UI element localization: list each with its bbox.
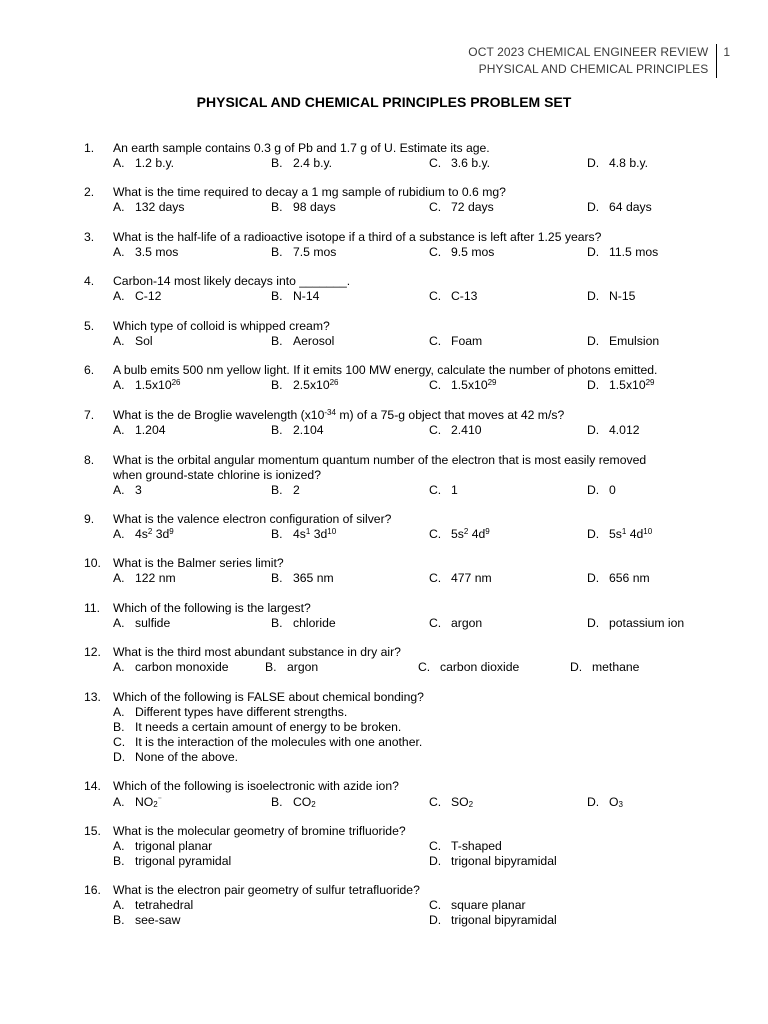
option-a: [113, 245, 178, 260]
option-a: [113, 705, 347, 720]
option-letter: C.: [429, 289, 442, 303]
option-d: [587, 483, 616, 498]
option-letter: D.: [587, 616, 600, 630]
option-letter: C.: [429, 245, 442, 259]
option-d: [587, 423, 640, 438]
option-letter: B.: [271, 616, 283, 630]
option-a: [113, 156, 174, 171]
stem-line-1: What is the orbital angular momentum quantum number of the electron that is most easily removed: [113, 453, 647, 467]
option-b: [271, 289, 319, 304]
option-text: O: [609, 795, 619, 809]
option-letter: C.: [429, 200, 442, 214]
option-letter: C.: [429, 334, 442, 348]
option-text: 4.012: [609, 423, 640, 437]
option-d: [587, 200, 652, 215]
option-c: [429, 200, 494, 215]
option-letter: A.: [113, 156, 125, 170]
question-stem: Which of the following is the largest?: [113, 601, 311, 615]
option-c: [429, 898, 526, 913]
running-header: [468, 44, 730, 78]
option-text: carbon dioxide: [440, 660, 520, 674]
option-exponent: 2: [463, 527, 469, 536]
page-title: PHYSICAL AND CHEMICAL PRINCIPLES PROBLEM SET: [196, 94, 572, 110]
question-number: 10.: [84, 556, 101, 570]
question-stem: What is the molecular geometry of bromine trifluoride?: [113, 824, 406, 838]
option-text: 0: [609, 483, 616, 497]
question-number: 12.: [84, 645, 101, 659]
option-text: potassium ion: [609, 616, 685, 630]
option-b: [271, 245, 336, 260]
option-text: 477 nm: [451, 571, 492, 585]
option-text: 7.5 mos: [293, 245, 337, 259]
option-text: square planar: [451, 898, 526, 912]
option-a: [113, 616, 170, 631]
option-c: [429, 483, 458, 498]
option-exponent: 9: [169, 527, 174, 536]
stem-exponent: -34: [324, 408, 336, 417]
option-text: 4s: [135, 527, 148, 541]
option-letter: A.: [113, 483, 125, 497]
question-stem: An earth sample contains 0.3 g of Pb and 1.7 g of U. Estimate its age.: [113, 141, 490, 155]
option-letter: B.: [113, 854, 125, 868]
question-number: 13.: [84, 690, 101, 704]
option-letter: B.: [265, 660, 277, 674]
option-a: [113, 571, 176, 586]
option-a: [113, 795, 162, 810]
option-b: [113, 913, 180, 928]
option-text: 1: [451, 483, 458, 497]
option-letter: D.: [570, 660, 583, 674]
option-text: Emulsion: [609, 334, 660, 348]
option-text: carbon monoxide: [135, 660, 229, 674]
option-exponent: 29: [645, 378, 655, 387]
option-text: 122 nm: [135, 571, 176, 585]
option-c: [429, 795, 473, 810]
option-letter: D.: [587, 795, 600, 809]
option-letter: B.: [271, 289, 283, 303]
option-b: [271, 571, 334, 586]
option-a: [113, 660, 229, 675]
option-a: [113, 423, 166, 438]
option-d: [587, 571, 650, 586]
option-letter: D.: [587, 378, 600, 392]
option-text: C-13: [451, 289, 478, 303]
option-text: Sol: [135, 334, 153, 348]
option-text: 2.4 b.y.: [293, 156, 333, 170]
option-text: 3.6 b.y.: [451, 156, 491, 170]
option-exponent: 29: [487, 378, 497, 387]
option-text: C-12: [135, 289, 162, 303]
option-text: 9.5 mos: [451, 245, 495, 259]
option-letter: A.: [113, 245, 125, 259]
option-letter: C.: [429, 795, 442, 809]
stem-part: m) of a 75-g object that moves at 42 m/s?: [335, 408, 565, 422]
question-number: 4.: [84, 274, 95, 288]
option-text: 1.204: [135, 423, 166, 437]
option-letter: C.: [429, 616, 442, 630]
option-letter: A.: [113, 289, 125, 303]
option-letter: D.: [587, 156, 600, 170]
option-text: 98 days: [293, 200, 336, 214]
option-d: [587, 378, 655, 393]
option-a: [113, 898, 193, 913]
option-d: [587, 289, 635, 304]
option-d: [587, 527, 652, 542]
option-letter: D.: [587, 245, 600, 259]
option-text: tetrahedral: [135, 898, 194, 912]
option-letter: A.: [113, 200, 125, 214]
question-number: 9.: [84, 512, 95, 526]
option-letter: B.: [271, 483, 283, 497]
option-letter: C.: [429, 483, 442, 497]
question-stem: A bulb emits 500 nm yellow light. If it emits 100 MW energy, calculate the number of photons emitted.: [113, 363, 658, 377]
option-text: 5s: [451, 527, 464, 541]
option-d: [587, 616, 684, 631]
option-text: 2.410: [451, 423, 482, 437]
option-text: 4s: [293, 527, 306, 541]
stem-line-2: when ground-state chlorine is ionized?: [113, 468, 321, 482]
question-stem: What is the half-life of a radioactive isotope if a third of a substance is left after 1.25 years?: [113, 230, 602, 244]
question-stem: [113, 408, 703, 423]
option-letter: C.: [429, 839, 442, 853]
option-text: 4d: [468, 527, 486, 541]
option-b: [271, 334, 334, 349]
option-letter: B.: [271, 334, 283, 348]
option-d: [587, 795, 623, 810]
option-text: T-shaped: [451, 839, 502, 853]
question-stem: Carbon-14 most likely decays into _______.: [113, 274, 351, 288]
option-text: It is the interaction of the molecules with one another.: [135, 735, 423, 749]
option-letter: A.: [113, 705, 125, 719]
page-number: 1: [723, 45, 730, 59]
option-text: NO: [135, 795, 154, 809]
option-c: [429, 616, 482, 631]
option-c: [429, 334, 482, 349]
option-a: [113, 200, 184, 215]
option-text: CO: [293, 795, 312, 809]
option-letter: A.: [113, 378, 125, 392]
option-letter: C.: [429, 898, 442, 912]
question-number: 7.: [84, 408, 95, 422]
option-text: trigonal pyramidal: [135, 854, 232, 868]
option-letter: C.: [429, 571, 442, 585]
option-letter: A.: [113, 571, 125, 585]
option-a: [113, 839, 212, 854]
option-text: 1.5x10: [451, 378, 488, 392]
option-b: [271, 795, 316, 810]
option-text: 11.5 mos: [609, 245, 659, 259]
option-text: trigonal bipyramidal: [451, 913, 557, 927]
option-text: 1.5x10: [609, 378, 646, 392]
option-b: [271, 156, 332, 171]
option-letter: D.: [429, 913, 442, 927]
option-text: argon: [451, 616, 483, 630]
option-letter: C.: [429, 423, 442, 437]
option-text: 132 days: [135, 200, 185, 214]
option-c: [113, 735, 422, 750]
option-text: 3d: [310, 527, 328, 541]
option-c: [429, 839, 502, 854]
option-letter: A.: [113, 616, 125, 630]
option-exponent: 1: [305, 527, 311, 536]
option-text: It needs a certain amount of energy to be broken.: [135, 720, 402, 734]
option-d: [587, 245, 658, 260]
question-number: 5.: [84, 319, 95, 333]
option-text: 5s: [609, 527, 622, 541]
option-letter: D.: [587, 200, 600, 214]
option-d: [429, 913, 557, 928]
option-text: sulfide: [135, 616, 171, 630]
option-text: N-14: [293, 289, 320, 303]
option-letter: B.: [271, 378, 283, 392]
question-stem: Which type of colloid is whipped cream?: [113, 319, 330, 333]
option-letter: C.: [429, 156, 442, 170]
question-number: 1.: [84, 141, 95, 155]
option-subscript: 2: [153, 800, 158, 809]
option-b: [271, 616, 336, 631]
option-b: [271, 423, 324, 438]
question-number: 15.: [84, 824, 101, 838]
option-d: [113, 750, 238, 765]
option-text: 365 nm: [293, 571, 334, 585]
option-text: SO: [451, 795, 469, 809]
question-number: 6.: [84, 363, 95, 377]
option-letter: D.: [587, 483, 600, 497]
option-text: methane: [592, 660, 640, 674]
option-text: argon: [287, 660, 319, 674]
option-letter: B.: [271, 245, 283, 259]
option-letter: D.: [587, 289, 600, 303]
option-text: chloride: [293, 616, 336, 630]
option-letter: C.: [418, 660, 431, 674]
option-c: [429, 245, 494, 260]
option-text: 4d: [626, 527, 644, 541]
question-number: 11.: [84, 601, 101, 615]
option-letter: A.: [113, 423, 125, 437]
option-c: [418, 660, 519, 675]
option-letter: B.: [113, 913, 125, 927]
question-number: 14.: [84, 779, 101, 793]
option-text: 2.5x10: [293, 378, 330, 392]
option-letter: A.: [113, 795, 125, 809]
option-letter: A.: [113, 660, 125, 674]
option-letter: B.: [113, 720, 125, 734]
option-text: 2: [293, 483, 300, 497]
option-letter: C.: [429, 527, 442, 541]
option-letter: A.: [113, 527, 125, 541]
option-text: Different types have different strengths.: [135, 705, 348, 719]
option-text: 3: [135, 483, 142, 497]
option-text: trigonal bipyramidal: [451, 854, 557, 868]
option-letter: A.: [113, 334, 125, 348]
option-b: [265, 660, 318, 675]
option-d: [570, 660, 639, 675]
option-b: [113, 720, 401, 735]
option-c: [429, 527, 490, 542]
option-text: 72 days: [451, 200, 494, 214]
header-text: [468, 44, 716, 78]
option-a: [113, 289, 161, 304]
option-d: [587, 156, 648, 171]
option-text: None of the above.: [135, 750, 238, 764]
option-letter: A.: [113, 898, 125, 912]
question-number: 8.: [84, 453, 95, 467]
option-b: [271, 378, 339, 393]
option-c: [429, 289, 477, 304]
option-text: 3d: [152, 527, 170, 541]
option-exponent: 10: [643, 527, 653, 536]
option-d: [429, 854, 557, 869]
option-text: N-15: [609, 289, 636, 303]
option-exponent: 10: [327, 527, 337, 536]
option-b: [271, 200, 336, 215]
option-letter: C.: [429, 378, 442, 392]
option-letter: B.: [271, 156, 283, 170]
option-letter: B.: [271, 200, 283, 214]
option-text: trigonal planar: [135, 839, 213, 853]
question-stem: [113, 453, 703, 483]
option-letter: B.: [271, 423, 283, 437]
option-charge: ⁻: [157, 795, 162, 804]
question-number: 16.: [84, 883, 101, 897]
option-letter: B.: [271, 527, 283, 541]
question-stem: What is the Balmer series limit?: [113, 556, 284, 570]
option-subscript: 2: [311, 800, 316, 809]
option-d: [587, 334, 659, 349]
option-text: 4.8 b.y.: [609, 156, 649, 170]
option-a: [113, 527, 174, 542]
option-letter: C.: [113, 735, 126, 749]
question-stem: Which of the following is isoelectronic with azide ion?: [113, 779, 399, 793]
question-number: 3.: [84, 230, 95, 244]
option-text: 1.2 b.y.: [135, 156, 175, 170]
option-text: Foam: [451, 334, 483, 348]
question-stem: What is the electron pair geometry of sulfur tetrafluoride?: [113, 883, 420, 897]
option-text: Aerosol: [293, 334, 335, 348]
option-subscript: 2: [468, 800, 474, 809]
option-a: [113, 483, 142, 498]
option-letter: D.: [429, 854, 442, 868]
option-a: [113, 378, 181, 393]
option-letter: D.: [587, 423, 600, 437]
option-letter: A.: [113, 839, 125, 853]
header-line-2: PHYSICAL AND CHEMICAL PRINCIPLES: [478, 62, 709, 76]
option-c: [429, 378, 497, 393]
option-text: 656 nm: [609, 571, 650, 585]
option-exponent: 9: [485, 527, 490, 536]
option-c: [429, 156, 490, 171]
option-letter: B.: [271, 571, 283, 585]
option-exponent: 2: [147, 527, 153, 536]
stem-part: What is the de Broglie wavelength (x10: [113, 408, 325, 422]
question-stem: What is the third most abundant substance in dry air?: [113, 645, 401, 659]
question-stem: Which of the following is FALSE about chemical bonding?: [113, 690, 424, 704]
option-exponent: 1: [621, 527, 627, 536]
option-letter: D.: [113, 750, 126, 764]
option-letter: D.: [587, 571, 600, 585]
option-letter: D.: [587, 334, 600, 348]
header-line-1: OCT 2023 CHEMICAL ENGINEER REVIEW: [468, 45, 709, 59]
option-a: [113, 334, 153, 349]
option-text: 2.104: [293, 423, 324, 437]
option-text: 64 days: [609, 200, 652, 214]
option-exponent: 26: [171, 378, 181, 387]
option-b: [271, 527, 336, 542]
question-number: 2.: [84, 185, 95, 199]
question-stem: What is the time required to decay a 1 mg sample of rubidium to 0.6 mg?: [113, 185, 506, 199]
option-letter: D.: [587, 527, 600, 541]
option-b: [271, 483, 300, 498]
option-b: [113, 854, 231, 869]
option-c: [429, 423, 482, 438]
question-stem: What is the valence electron configuration of silver?: [113, 512, 392, 526]
option-text: see-saw: [135, 913, 181, 927]
option-letter: B.: [271, 795, 283, 809]
option-c: [429, 571, 492, 586]
option-exponent: 26: [329, 378, 339, 387]
option-subscript: 3: [618, 800, 623, 809]
option-text: 3.5 mos: [135, 245, 179, 259]
option-text: 1.5x10: [135, 378, 172, 392]
